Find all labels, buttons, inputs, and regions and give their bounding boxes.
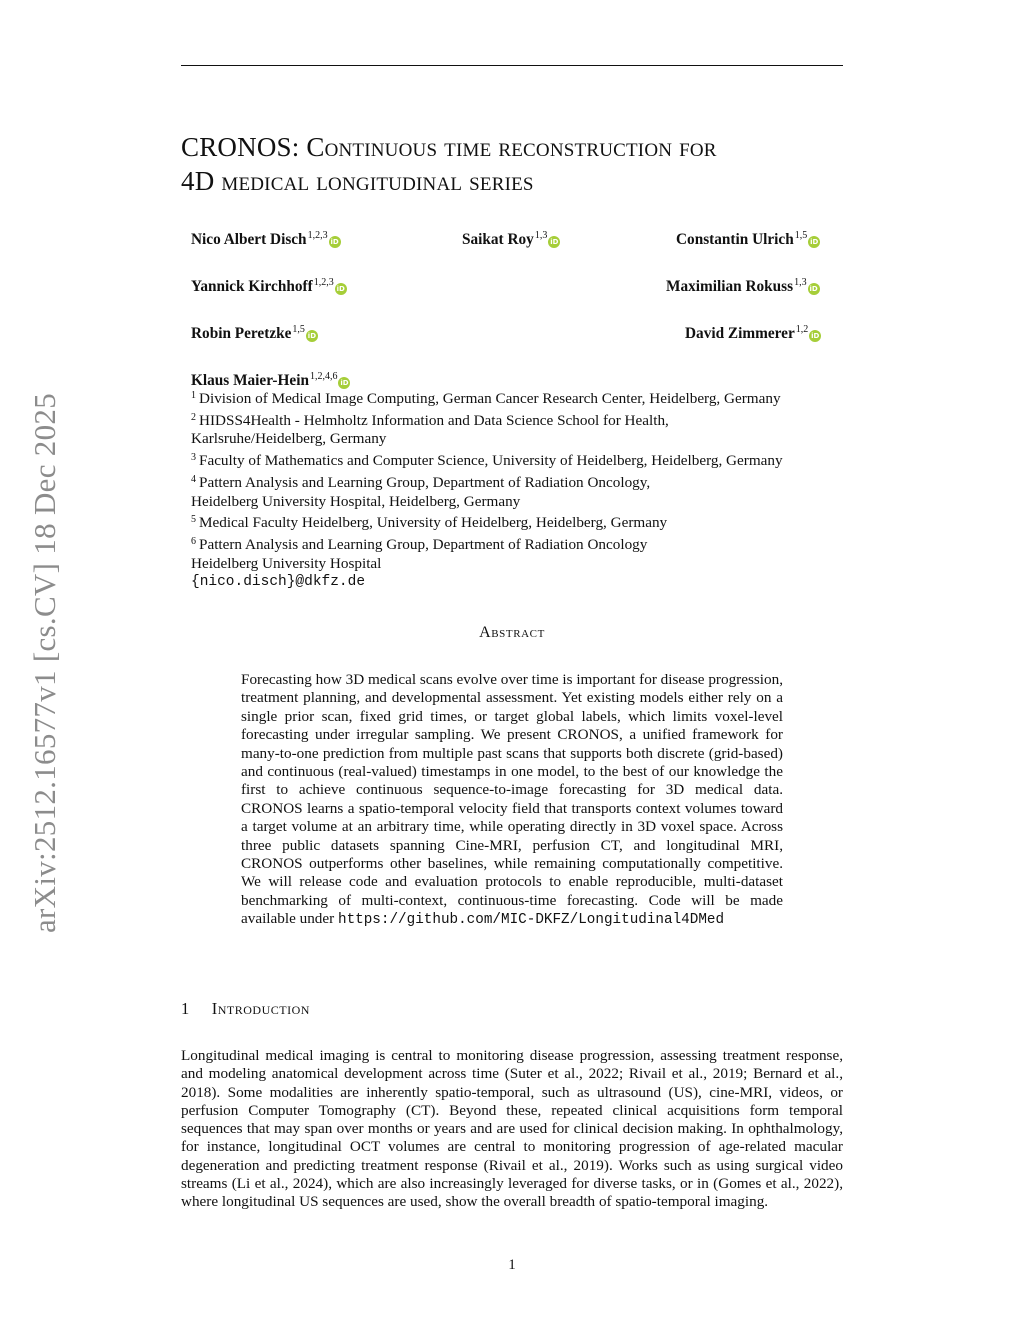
orcid-icon[interactable]: iD <box>307 332 317 340</box>
affiliation-3: $^3$ Faculty of Mathematics and Computer Science, University of Heidelberg, Heidelberg, Germany <box>191 452 783 470</box>
author-2: Saikat Roy$^{1,3}$iD <box>462 230 559 248</box>
author-6: Robin Peretzke$^{1,5}$iD <box>191 324 317 342</box>
code-url-link[interactable]: https://github.com/MIC-DKFZ/Longitudinal4DMed <box>337 912 725 929</box>
affiliation-6-cont: Heidelberg University Hospital <box>191 554 382 572</box>
affiliation-5: $^5$ Medical Faculty Heidelberg, University of Heidelberg, Heidelberg, Germany <box>191 514 668 532</box>
affiliations <box>191 387 871 592</box>
orcid-icon[interactable]: iD <box>811 332 820 340</box>
affiliation-1: $^1$ Division of Medical Image Computing, German Cancer Research Center, Heidelberg, Germany <box>191 390 781 407</box>
email-address[interactable]: {nico.disch}@dkfz.de <box>191 574 366 591</box>
abstract-body <box>241 671 783 930</box>
author-5: Maximilian Rokuss$^{1,3}$iD <box>666 277 818 295</box>
affiliation-4-cont: Heidelberg University Hospital, Heidelberg, Germany <box>191 492 521 510</box>
affiliation-6: $^6$ Pattern Analysis and Learning Group, Department of Radiation Oncology <box>191 535 648 553</box>
abstract-text: Forecasting how 3D medical scans evolve over time is important for disease progression, treatment planning, and developmental assessment. Yet existing models either rely on a single prior scan, fixed grid times, or target global labels, which limits voxel-level forecasting under irregular sampling. We present CRONOS, a unified framework for many-to-one prediction from multiple past scans that supports both discrete (grid-based) and continuous (real-valued) timestamps in one model, to the best of our knowledge the first to achieve continuous sequence-to-image forecasting for 3D medical data. CRONOS learns a spatio-temporal velocity field that transports context volumes toward a target volume at an arbitrary time, while operating directly in 3D voxel space. Across three public datasets spanning Cine-MRI, perfusion CT, and longitudinal MRI, CRONOS outperforms other baselines, while remaining computationally competitive. We will release code and evaluation protocols to enable reproducible, multi-dataset benchmarking of multi-context, continuous-time forecasting. Code will be made available under <box>241 671 783 928</box>
author-8: Klaus Maier-Hein$^{1,2,4,6}$iD <box>191 371 349 389</box>
section-number: 1 <box>181 999 190 1018</box>
title-line-2: 4D medical longitudinal series <box>181 166 534 196</box>
affiliation-2: $^2$ HIDSS4Health - Helmholtz Information and Data Science School for Health, <box>191 411 669 429</box>
title-line-1: CRONOS: Continuous time reconstruction for <box>181 132 717 162</box>
author-3: Constantin Ulrich$^{1,5}$iD <box>676 230 819 248</box>
orcid-icon[interactable]: iD <box>330 238 339 246</box>
section-heading <box>181 999 310 1019</box>
top-rule <box>181 65 843 66</box>
page-number: 1 <box>508 1257 516 1273</box>
orcid-icon[interactable]: iD <box>810 238 819 246</box>
affiliation-4: $^4$ Pattern Analysis and Learning Group, Department of Radiation Oncology, <box>191 473 651 491</box>
author-7: David Zimmerer$^{1,2}$iD <box>685 324 820 342</box>
abstract-heading: Abstract <box>479 624 545 641</box>
arxiv-stamp: arXiv:2512.16577v1 [cs.CV] 18 Dec 2025 <box>27 392 62 934</box>
author-4: Yannick Kirchhoff$^{1,2,3}$iD <box>191 277 345 295</box>
introduction-paragraph: Longitudinal medical imaging is central to monitoring disease progression, assessing treatment response, and modeling anatomical development across time (Suter et al., 2022; Rivail et al., 2019; Bernard et al., 2018). Some modalities are inherently spatio-temporal, such as ultrasound (US), cine-MRI, videos, or perfusion Computer Tomography (CT). Beyond these, repeated clinical acquisitions form temporal sequences that may span over months or years and are used for clinical decision making. In ophthalmology, for instance, longitudinal OCT volumes are central to monitoring progression of age-related macular degeneration and predicting treatment response (Rivail et al., 2019). Works such as using surgical video streams (Li et al., 2024), which are also increasingly leveraged for diverse tasks, or in (Gomes et al., 2022), where longitudinal US sequences are used, show the overall breadth of spatio-temporal imaging. <box>181 1047 843 1211</box>
orcid-icon[interactable]: iD <box>340 379 349 387</box>
author-1: Nico Albert Disch$^{1,2,3}$iD <box>191 230 339 248</box>
orcid-icon[interactable]: iD <box>550 238 559 246</box>
affiliation-2-cont: Karlsruhe/Heidelberg, Germany <box>191 430 387 448</box>
orcid-icon[interactable]: iD <box>336 285 345 293</box>
section-title: Introduction <box>211 999 310 1018</box>
paper-title <box>181 130 861 198</box>
orcid-icon[interactable]: iD <box>809 285 818 293</box>
